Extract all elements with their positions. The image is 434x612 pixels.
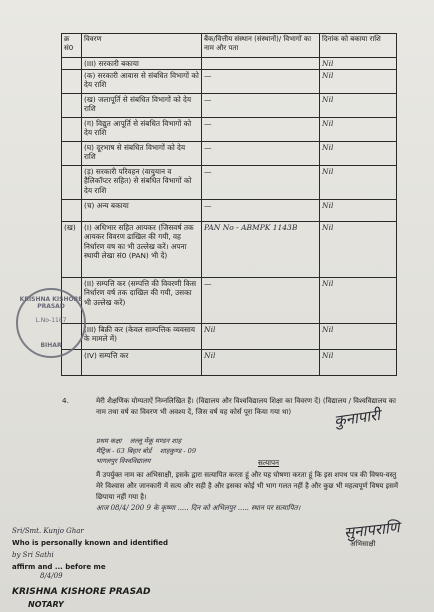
- row-amount: Nil: [320, 222, 397, 278]
- notary-title: NOTARY: [28, 600, 64, 609]
- col-header-amount: दिनांक को बकाया राशि: [320, 34, 397, 58]
- row-sno: [62, 118, 82, 142]
- stamp-license: L.No-1187: [35, 317, 67, 324]
- row-desc: (III) बिक्री कर (केवल साम्पत्तिक व्यवसाय के मामले में): [82, 324, 202, 350]
- row-desc: (च) अन्य बकाया: [82, 200, 202, 222]
- pan-number: PAN No - ABMPK 1143B: [202, 222, 320, 278]
- table-row: [62, 278, 397, 324]
- notary-block: [12, 525, 202, 573]
- table-row: [62, 200, 397, 222]
- education-number: 4.: [62, 396, 69, 405]
- col-header-desc: विवरण: [82, 34, 202, 58]
- row-bank: —: [202, 278, 320, 324]
- row-sno: [62, 70, 82, 94]
- row-bank: —: [202, 142, 320, 166]
- row-bank: —: [202, 200, 320, 222]
- row-desc: (II) सम्पत्ति कर (सम्पत्ति की विवरणी किस निर्धारण वर्ष तक दाखिल की गयी, उसका भी उल्लेख करें): [82, 278, 202, 324]
- table-row: [62, 166, 397, 200]
- table-row: [62, 350, 397, 376]
- row-sno: [62, 166, 82, 200]
- row-amount: Nil: [320, 278, 397, 324]
- table-row: [62, 94, 397, 118]
- edu-hw-line: भागलपुर विश्वविद्यालय: [96, 457, 151, 465]
- row-desc: (क) सरकारी आवास से संबधित विभागों को देय राशि: [82, 70, 202, 94]
- edu-hw-line: लल्लू मेंकू मण्डन शाह: [129, 437, 182, 445]
- education-text: मेरी शैक्षणिक योग्यताऐं निम्नलिखित हैं। (विद्यालय और विश्वविद्यालय शिक्षा का विवरण दें) (विद्यालय / विश्वविद्यालय का नाम तथा वर्ष का विवरण भी अवश्य दें, जिस वर्ष यह कोर्स पूरा किया गया था): [96, 397, 396, 416]
- verification-heading: सत्यापन: [258, 458, 280, 467]
- notary-signature: 8/4/09: [40, 572, 63, 580]
- col-header-sno: क्र सं0: [62, 34, 82, 58]
- row-amount: Nil: [320, 200, 397, 222]
- deponent-label: अभिसाक्षी: [350, 540, 376, 548]
- col-header-bank: बैंक/वित्तीय संस्थान (संस्थानों)/ विभागों का नाम और पता: [202, 34, 320, 58]
- edu-hw-line: शाहकुण्ड - 09: [159, 447, 197, 455]
- table-row: [62, 222, 397, 278]
- row-amount: Nil: [320, 118, 397, 142]
- row-desc: (ख) जलापूर्ति से संबधित विभागों को देय राशि: [82, 94, 202, 118]
- table-row: [62, 58, 397, 70]
- row-bank: —: [202, 70, 320, 94]
- row-bank: [202, 58, 320, 70]
- notary-line: Who is personally known and identified: [12, 539, 168, 547]
- row-amount: Nil: [320, 142, 397, 166]
- deponent-signature: कुनापारी: [332, 405, 382, 431]
- deponent-signature-bottom: सुनापराणि: [343, 518, 401, 542]
- notary-line: Sri/Smt. Kunjo Ghar: [12, 527, 84, 535]
- edu-hw-line: प्रथम कक्षा: [96, 437, 122, 445]
- row-bank: —: [202, 118, 320, 142]
- row-amount: Nil: [320, 350, 397, 376]
- dues-table: [61, 33, 397, 376]
- notary-line: by Sri Sathi: [12, 551, 54, 559]
- row-sno: [62, 58, 82, 70]
- verification-text: [96, 470, 404, 514]
- row-sno: (ख): [62, 222, 82, 278]
- row-desc: (ड़) सरकारी परिवहन (वायुयान व हैलिकॉप्टर सहित) से संबधित विभागों को देय राशि: [82, 166, 202, 200]
- table-row: [62, 142, 397, 166]
- education-handwritten: [96, 436, 316, 466]
- row-amount: Nil: [320, 324, 397, 350]
- stamp-name: KRISHNA KISHORE PRASAD: [19, 296, 83, 310]
- row-desc: (I) अधिभार सहित आयकर (जिसवर्ष तक आयकर विवरण ढाखिल की गयी, वह निर्धारण वष का भी उल्लेख करें। अपना स्थायी लेखा सं0 (PAN) भी दें): [82, 222, 202, 278]
- row-bank: —: [202, 94, 320, 118]
- row-sno: [62, 94, 82, 118]
- row-desc: (IV) सम्पत्ति कर: [82, 350, 202, 376]
- row-sno: [62, 142, 82, 166]
- row-amount: Nil: [320, 166, 397, 200]
- circular-seal-stamp: [16, 288, 86, 358]
- row-sno: [62, 200, 82, 222]
- row-desc: (III) सरकारी बकाया: [82, 58, 202, 70]
- row-bank: Nil: [202, 324, 320, 350]
- verification-body: मैं उपर्युक्त नाम का अभिसाक्षी, इसके द्वारा सत्यापित करता हूं और यह घोषणा करता हूं कि इस शपथ पत्र की विषय-वस्तु मेरे विश्वास और जानकारी में सत्य और सही है और इसका कोई भी भाग गलत नहीं है और कुछ भी महत्वपूर्ण विषय इसमें छिपाया नहीं गया है।: [96, 471, 399, 501]
- table-row: [62, 70, 397, 94]
- row-bank: Nil: [202, 350, 320, 376]
- row-bank: —: [202, 166, 320, 200]
- row-desc: (घ) दूरभाष से संबधित विभागों को देय राशि: [82, 142, 202, 166]
- row-amount: Nil: [320, 94, 397, 118]
- notary-line: affirm and ... before me: [12, 563, 106, 571]
- table-row: [62, 324, 397, 350]
- stamp-state: BIHAR: [40, 342, 62, 349]
- notary-name: KRISHNA KISHORE PRASAD: [12, 587, 151, 597]
- table-header-row: [62, 34, 397, 58]
- row-amount: Nil: [320, 58, 397, 70]
- table-row: [62, 118, 397, 142]
- row-desc: (ग) विद्युत आपूर्ति से संबधित विभागों को देय राशि: [82, 118, 202, 142]
- edu-hw-line: मैट्रिक - 63 बिहार बोर्ड: [96, 447, 152, 455]
- verification-date: आज 08/4/ 200 9 के कृष्णा ..... दिन को अभिलपुर ..... स्थान पर सत्यापित।: [96, 504, 301, 512]
- row-amount: Nil: [320, 70, 397, 94]
